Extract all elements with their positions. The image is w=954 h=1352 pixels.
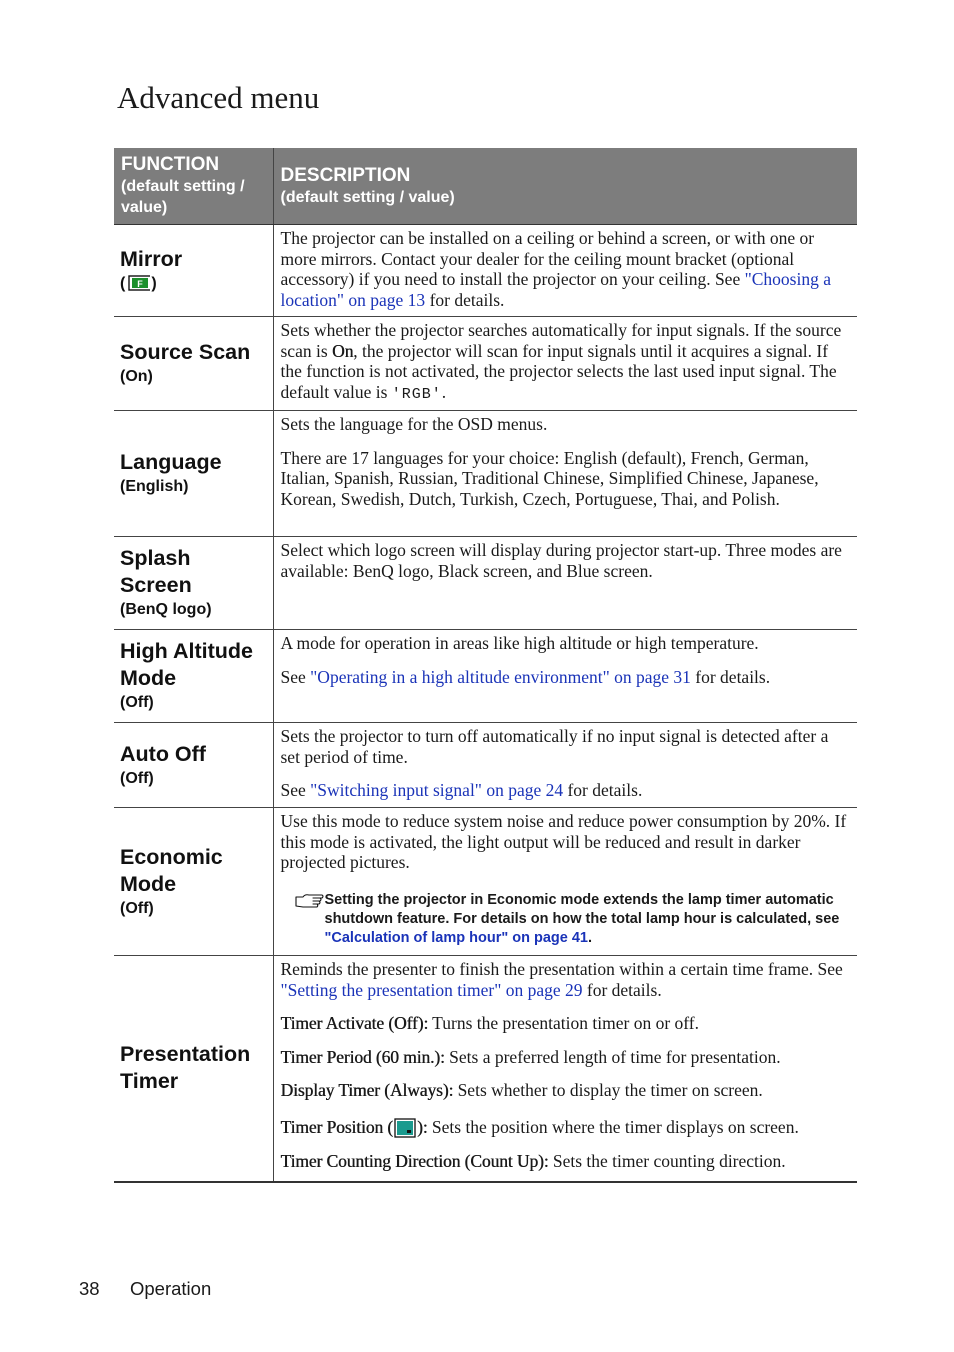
timer-position-item [281,1117,852,1138]
function-name: Screen [120,573,192,597]
table-row-auto-off [114,723,857,808]
page-number: 38 [79,1278,100,1299]
switching-input-link[interactable]: "Switching input signal" on page 24 [310,780,564,800]
function-default: (BenQ logo) [120,601,212,618]
timer-direction-desc: Sets the timer counting direction. [548,1150,786,1171]
timer-period-item [281,1047,852,1068]
function-name: Presentation [120,1042,251,1067]
function-name: Auto Off [120,741,206,766]
function-default: (Off) [120,694,154,711]
source-scan-desc-part2: , the projector will scan for input signals until it acquires a signal. If the function is not activated, the projector selects the last used input signal. The default value is [280,340,837,402]
function-default: (Off) [120,899,154,917]
description-text [281,228,852,310]
table-row-mirror [114,225,857,317]
timer-direction-term: Timer Counting Direction (Count Up): [280,1150,549,1171]
default-paren-open: ( [120,275,126,292]
presentation-desc: Reminds the presenter to finish the presentation within a certain time frame. See [280,959,843,979]
table-row-high-altitude-mode [114,630,857,723]
on-term: On [332,340,354,361]
description-cell [273,411,857,537]
description-text: Sets the projector to turn off automatically if no input signal is detected after a set period of time. [280,726,829,767]
choosing-location-link[interactable]: "Choosing a location" on page 13 [280,269,831,310]
table-row-economic-mode [114,808,857,956]
function-cell [114,317,273,411]
description-text: There are 17 languages for your choice: English (default), French, German, Italian, Spanish, Russian, Traditional Chinese, Simplified Chinese, Japanese, Korean, Swedish, Dutch, Turkish, Czech, Portuguese, Thai, and Polish. [280,447,819,509]
function-cell [114,537,273,630]
mirror-description: The projector can be installed on a ceiling or behind a screen, or with one or more mirrors. Contact your dealer for the ceiling mount bracket (optional accessory) if you need to install the projector on your ceiling. [280,228,815,289]
description-cell [273,956,857,1182]
note-text: Setting the projector in Economic mode extends the lamp timer automatic shutdown feature. For details on how the total lamp hour is calculated, see [324,891,840,927]
description-text [281,667,852,688]
timer-activate-term: Timer Activate (Off): [280,1013,429,1033]
timer-position-icon [394,1118,416,1138]
function-default: (English) [120,478,189,495]
function-header-sub: (default setting / value) [121,178,245,216]
table-header-row [114,148,857,225]
description-column-header [273,148,857,225]
description-text [281,780,852,801]
function-name: Mode [120,666,177,690]
page-footer [79,1278,211,1300]
timer-activate-desc: Turns the presentation timer on or off. [428,1013,700,1033]
see-text: See [280,666,311,687]
function-cell [114,723,273,808]
function-default [120,273,267,295]
function-cell [114,411,273,537]
for-details-text: for details. [582,979,662,1000]
rgb-value: 'RGB' [391,385,442,403]
description-text: Select which logo screen will display during projector start-up. Three modes are available: BenQ logo, Black screen, and Blue screen. [280,540,842,581]
description-text [281,959,852,1000]
table-row-language [114,411,857,537]
presentation-timer-link[interactable]: "Setting the presentation timer" on page 29 [280,979,583,1000]
svg-text:F: F [137,279,144,289]
description-cell [273,630,857,723]
section-name: Operation [130,1278,212,1299]
period: . [588,929,593,946]
function-name: Splash [120,546,191,570]
table-row-source-scan [114,317,857,411]
source-scan-desc-part1: Sets whether the projector searches automatically for input signals. If the source scan is [280,320,842,361]
see-text: See [280,780,311,800]
timer-period-desc: Sets a preferred length of time for presentation. [444,1046,781,1067]
page-title: Advanced menu [117,80,320,115]
description-cell [273,317,857,411]
table-row-presentation-timer [114,956,857,1182]
default-paren-close: ) [151,275,157,292]
see-text: See [714,269,745,289]
function-name: Source Scan [120,340,251,364]
description-text: A mode for operation in areas like high altitude or high temperature. [280,633,759,653]
function-name: Economic [120,844,223,869]
function-name: Mode [120,871,177,896]
timer-position-desc: Sets the position where the timer displays on screen. [427,1116,799,1137]
function-column-header [114,148,273,225]
timer-period-term: Timer Period (60 min.): [280,1046,445,1067]
function-cell [114,956,273,1182]
description-cell [273,537,857,630]
function-cell [114,225,273,317]
description-header-sub: (default setting / value) [280,188,455,206]
for-details-text: for details. [690,666,771,687]
function-name: Timer [120,1069,179,1094]
description-header-label: DESCRIPTION [280,164,411,186]
table-row-splash-screen [114,537,857,630]
function-name: High Altitude [120,639,253,663]
timer-position-term-end: ): [417,1116,428,1137]
lamp-hour-link[interactable]: "Calculation of lamp hour" on page 41 [324,929,588,946]
timer-direction-item [281,1151,852,1172]
function-default: (Off) [120,769,154,787]
function-name: Mirror [120,247,183,271]
for-details-text: for details. [563,780,643,800]
description-text: Sets the language for the OSD menus. [280,414,548,434]
function-cell [114,630,273,723]
function-cell [114,808,273,956]
description-text [281,320,852,405]
note-hand-icon [295,892,325,908]
period: . [441,381,447,402]
description-cell [273,808,857,956]
for-details-text: for details. [425,289,505,310]
display-timer-term: Display Timer (Always): [280,1080,454,1100]
high-altitude-link[interactable]: "Operating in a high altitude environment" on page 31 [310,666,691,687]
description-cell [273,225,857,317]
display-timer-item [281,1080,852,1101]
function-name: Language [120,450,222,474]
description-text: Use this mode to reduce system noise and reduce power consumption by 20%. If this mode is activated, the light output will be reduced and result in darker projected pictures. [280,811,847,872]
timer-activate-item [281,1013,852,1034]
function-default: (On) [120,368,153,385]
display-timer-desc: Sets whether to display the timer on screen. [453,1080,763,1100]
function-header-label: FUNCTION [121,154,220,175]
note [281,891,852,948]
timer-position-term: Timer Position ( [280,1116,394,1137]
description-cell [273,723,857,808]
advanced-menu-table [114,148,857,1183]
mirror-icon [126,275,150,291]
